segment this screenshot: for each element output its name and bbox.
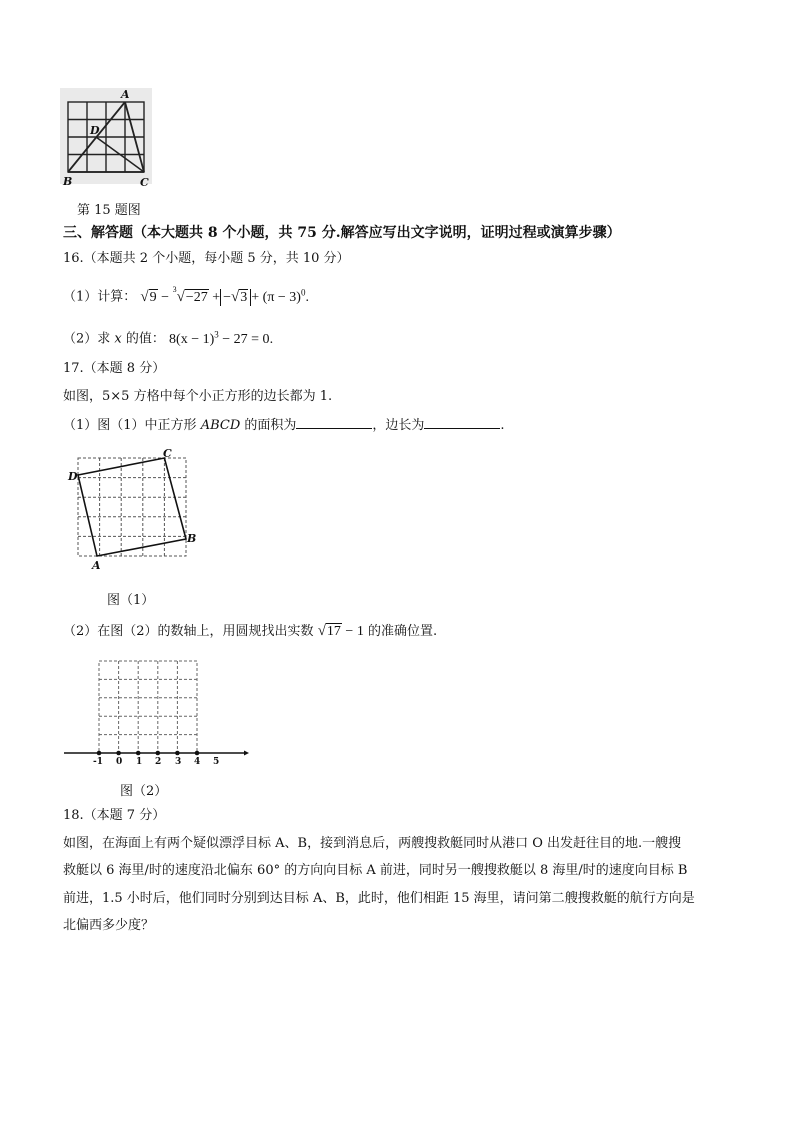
fig2-grid-axis xyxy=(62,658,252,758)
fig15-caption: 第 15 题图 xyxy=(77,203,141,218)
q17-header: 17.（本题 8 分） xyxy=(63,361,166,376)
fig1-label-d: D xyxy=(68,470,78,483)
fig15-label-d: D xyxy=(90,124,100,137)
fig1-label-c: C xyxy=(163,447,172,460)
answer-blank-side[interactable] xyxy=(424,416,500,429)
q17-part1: （1）图（1）中正方形 ABCD 的面积为 ，边长为 . xyxy=(63,418,505,433)
q17-part2: （2）在图（2）的数轴上，用圆规找出实数 √17 − 1 的准确位置. xyxy=(63,623,438,639)
fig2-caption: 图（2） xyxy=(120,784,168,799)
fig15-grid xyxy=(60,88,160,188)
axis-tick-label: 2 xyxy=(155,757,162,767)
q18-line: 如图，在海面上有两个疑似漂浮目标 A、B，接到消息后，两艘搜救艇同时从港口 O 出发赶往目的地.一艘搜 xyxy=(63,836,682,851)
fig1-label-b: B xyxy=(187,532,197,545)
fig1-caption: 图（1） xyxy=(107,593,155,608)
q18-line: 前进，1.5 小时后，他们同时分别到达目标 A、B，此时，他们相距 15 海里，请问第二艘搜救艇的航行方向是 xyxy=(63,891,695,906)
fig15-label-b: B xyxy=(63,175,73,188)
fig15-label-a: A xyxy=(121,88,130,101)
q16-header: 16.（本题共 2 个小题，每小题 5 分，共 10 分） xyxy=(63,251,350,266)
axis-tick-label: 1 xyxy=(136,757,143,767)
q16-part2: （2）求 x 的值： $8(x - 1)^3 - 27 = 0$. xyxy=(63,329,274,347)
q17-intro: 如图，5×5 方格中每个小正方形的边长都为 1. xyxy=(63,389,333,404)
axis-tick-label: 0 xyxy=(116,757,123,767)
axis-tick-label: 5 xyxy=(213,757,220,767)
section3-heading: 三、解答题（本大题共 8 个小题，共 75 分.解答应写出文字说明，证明过程或演算步骤） xyxy=(63,225,621,241)
answer-blank-area[interactable] xyxy=(296,416,372,429)
fig1-label-a: A xyxy=(92,559,101,572)
q16-part1 xyxy=(63,284,309,306)
q18-line: 救艇以 6 海里/时的速度沿北偏东 60° 的方向向目标 A 前进，同时另一艘搜救艇以 8 海里/时的速度向目标 B xyxy=(63,863,688,878)
axis-tick-label: 4 xyxy=(194,757,201,767)
q16-part1-expression: $√9 - ^3√-27 + -√3 + (\pi - 3)^0$. xyxy=(140,285,309,305)
fig15-label-c: C xyxy=(140,176,149,189)
q18-line: 北偏西多少度？ xyxy=(63,918,155,933)
q18-header: 18.（本题 7 分） xyxy=(63,808,166,823)
axis-tick-label: -1 xyxy=(93,757,103,767)
q16-part2-expression: $8(x - 1)^3 - 27 = 0$. xyxy=(169,329,274,347)
axis-tick-label: 3 xyxy=(175,757,182,767)
fig1-grid xyxy=(75,455,190,560)
q16-part1-prefix: （1）计算： xyxy=(63,289,137,305)
